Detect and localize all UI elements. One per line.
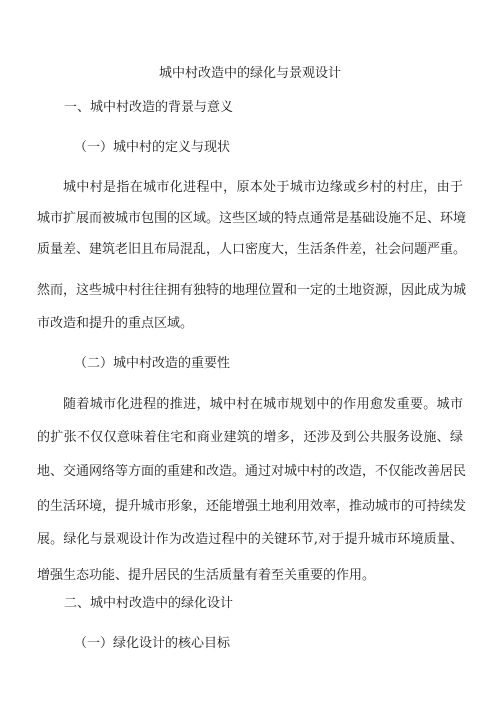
paragraph-1-line-3: 质量差、建筑老旧且布局混乱，人口密度大，生活条件差，社会问题严重。 — [37, 242, 467, 257]
paragraph-1-line-1: 城中村是指在城市化进程中，原本处于城市边缘或乡村的村庄，由于 — [63, 180, 463, 195]
paragraph-1-line-5: 市改造和提升的重点区域。 — [37, 316, 194, 331]
paragraph-2-line-4: 的生活环境，提升城市形象，还能增强土地利用效率，推动城市的可持续发 — [37, 499, 467, 514]
subsection-heading-1: （一）城中村的定义与现状 — [74, 140, 231, 155]
document-title: 城中村改造中的绿化与景观设计 — [158, 66, 341, 81]
paragraph-2-line-1: 随着城市化进程的推进，城中村在城市规划中的作用愈发重要。城市 — [63, 397, 463, 412]
paragraph-2-line-5: 展。绿化与景观设计作为改造过程中的关键环节,对于提升城市环境质量、 — [37, 532, 463, 547]
paragraph-2-line-3: 地、交通网络等方面的重建和改造。通过对城中村的改造，不仅能改善居民 — [37, 464, 467, 479]
paragraph-1-line-4: 然而，这些城中村往往拥有独特的地理位置和一定的土地资源，因此成为城 — [37, 283, 467, 298]
subsection-heading-3: （一）绿化设计的核心目标 — [74, 636, 231, 651]
section-heading-2: 二、城中村改造中的绿化设计 — [64, 596, 234, 611]
subsection-heading-2: （二）城中村改造的重要性 — [74, 356, 231, 371]
paragraph-2-line-2: 的扩张不仅仅意味着住宅和商业建筑的增多，还涉及到公共服务设施、绿 — [37, 430, 463, 445]
paragraph-1-line-2: 城市扩展而被城市包围的区域。这些区域的特点通常是基础设施不足、环境 — [37, 211, 467, 226]
paragraph-2-line-6: 增强生态功能、提升居民的生活质量有着至关重要的作用。 — [37, 568, 376, 583]
section-heading-1: 一、城中村改造的背景与意义 — [64, 100, 234, 115]
